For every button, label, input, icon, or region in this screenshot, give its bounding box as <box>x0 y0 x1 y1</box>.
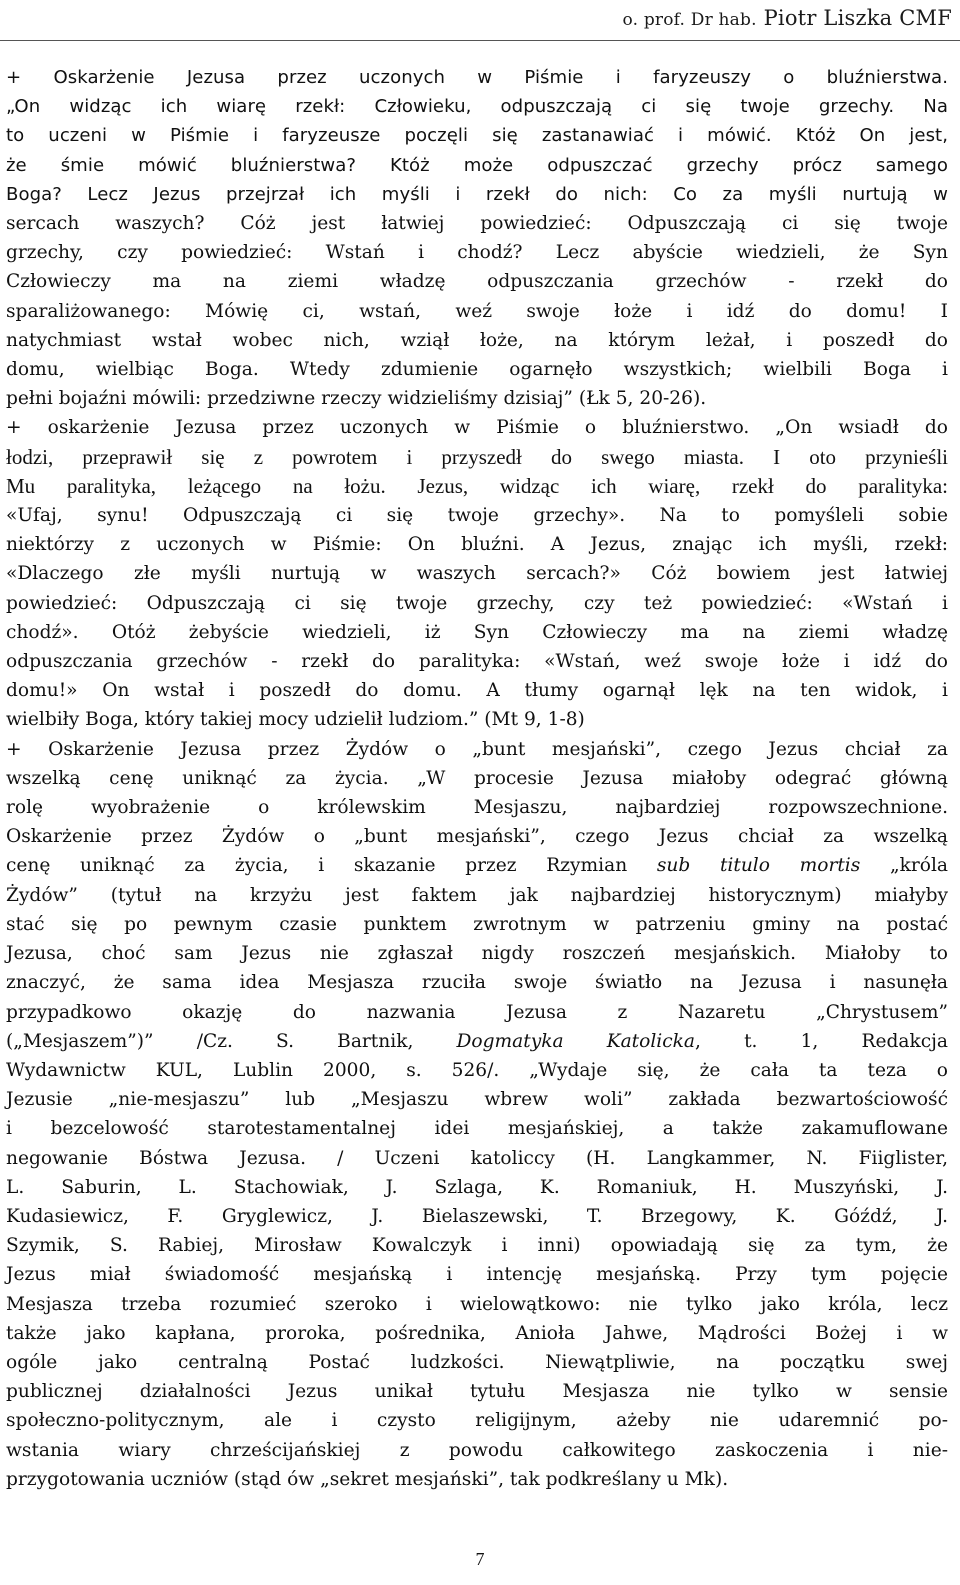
text-segment: Człowieczy ma na ziemi władzę odpuszczania grzechów - rzekł do <box>6 271 948 293</box>
text-line <box>6 151 948 180</box>
text-line <box>6 1406 948 1435</box>
text-line <box>6 180 948 209</box>
text-segment: + Oskarżenie Jezusa przez uczonych w Piśmie i faryzeuszy o bluźnierstwa. <box>6 67 948 88</box>
text-line <box>6 705 948 734</box>
body-text <box>6 63 948 1494</box>
text-line <box>6 793 948 822</box>
text-line <box>6 92 948 121</box>
text-segment: Kudasiewicz, F. Gryglewicz, J. Bielaszewski, T. Brzegowy, K. Góźdź, J. <box>6 1205 948 1227</box>
text-line <box>6 851 948 880</box>
text-line <box>6 1231 948 1260</box>
text-segment: sercach waszych? Cóż jest łatwiej powiedzieć: Odpuszczają ci się twoje <box>6 213 948 235</box>
text-segment: to uczeni w Piśmie i faryzeusze poczęli się zastanawiać i mówić. Któż On jest, <box>6 125 948 147</box>
text-line <box>6 1319 948 1348</box>
text-line <box>6 443 948 472</box>
text-segment: L. Saburin, L. Stachowiak, J. Szlaga, K. Romaniuk, H. Muszyński, J. <box>6 1176 948 1198</box>
text-segment: przypadkowo okazję do nazwania Jezusa z Nazaretu „Chrystusem” <box>6 1001 948 1023</box>
text-line <box>6 530 948 559</box>
text-segment: Jezusie „nie-mesjaszu” lub „Mesjaszu wbrew woli” zakłada bezwartościowość <box>6 1089 948 1111</box>
text-segment: Wydawnictw KUL, Lublin 2000, s. 526/. „Wydaje się, że cała ta teza o <box>6 1059 948 1081</box>
text-segment: Jezusa, choć sam Jezus nie zgłaszał nigdy roszczeń mesjańskich. Miałoby to <box>6 943 948 965</box>
text-line <box>6 267 948 296</box>
text-segment: cenę uniknąć za życia, i skazanie przez Rzymian <box>6 855 657 877</box>
text-line <box>6 735 948 764</box>
text-segment: Oskarżenie przez Żydów o „bunt mesjański”, czego Jezus chciał za wszelką <box>6 826 948 848</box>
text-segment: („Mesjaszem”)” /Cz. S. Bartnik, <box>6 1030 457 1052</box>
header-divider <box>0 40 960 41</box>
text-line <box>6 764 948 793</box>
text-segment: ogóle jako centralną Postać ludzkości. Niewątpliwie, na początku swej <box>6 1351 948 1373</box>
text-line <box>6 1348 948 1377</box>
text-line <box>6 1202 948 1231</box>
text-segment: domu!» On wstał i poszedł do domu. A tłumy ogarnął lęk na ten widok, i <box>6 680 948 702</box>
text-segment: domu, wielbiąc Boga. Wtedy zdumienie ogarnęło wszystkich; wielbili Boga i <box>6 359 948 381</box>
text-segment: negowanie Bóstwa Jezusa. / Uczeni katoliccy (H. Langkammer, N. Fiiglister, <box>6 1147 948 1169</box>
text-line <box>6 881 948 910</box>
text-line <box>6 1085 948 1114</box>
running-header <box>622 6 952 30</box>
text-segment: niektórzy z uczonych w Piśmie: On bluźni. A Jezus, znając ich myśli, rzekł: <box>6 534 948 556</box>
text-line <box>6 1056 948 1085</box>
text-line <box>6 559 948 588</box>
text-line <box>6 501 948 530</box>
text-line <box>6 1260 948 1289</box>
text-segment: znaczyć, że sama idea Mesjasza rzuciła swoje światło na Jezusa i nasunęła <box>6 972 948 994</box>
text-segment: Szymik, S. Rabiej, Mirosław Kowalczyk i inni) opowiadają się za tym, że <box>6 1235 948 1257</box>
text-segment: „On widząc ich wiarę rzekł: Człowieku, odpuszczają ci się twoje grzechy. Na <box>6 96 948 118</box>
text-line <box>6 297 948 326</box>
text-line <box>6 1465 948 1494</box>
text-line <box>6 1377 948 1406</box>
page-number: 7 <box>475 1549 485 1569</box>
author-name: Piotr Liszka CMF <box>763 6 952 30</box>
text-line <box>6 472 948 501</box>
text-line <box>6 589 948 618</box>
text-segment: odpuszczania grzechów - rzekł do paralityka: «Wstań, weź swoje łoże i idź do <box>6 651 948 673</box>
text-line <box>6 968 948 997</box>
text-line <box>6 413 948 442</box>
text-segment: przygotowania uczniów (stąd ów „sekret mesjański”, tak podkreślany u Mk). <box>6 1468 729 1490</box>
text-line <box>6 355 948 384</box>
text-segment: że śmie mówić bluźnierstwa? Któż może odpuszczać grzechy prócz samego <box>6 154 948 176</box>
text-line <box>6 209 948 238</box>
text-segment: stać się po pewnym czasie punktem zwrotnym w patrzeniu gminy na postać <box>6 913 948 935</box>
text-line <box>6 121 948 150</box>
text-line <box>6 998 948 1027</box>
text-line <box>6 647 948 676</box>
text-line <box>6 63 948 92</box>
text-segment: Mu paralityka, leżącego na łożu. Jezus, widząc ich wiarę, rzekł do paralityka: <box>6 473 948 498</box>
text-line <box>6 1027 948 1056</box>
text-line <box>6 910 948 939</box>
text-segment: «Dlaczego złe myśli nurtują w waszych sercach?» Cóż bowiem jest łatwiej <box>6 563 948 585</box>
text-segment: rolę wyobrażenie o królewskim Mesjaszu, najbardziej rozpowszechnione. <box>6 797 948 819</box>
text-segment: społeczno-politycznym, ale i czysto religijnym, ażeby nie udaremnić po- <box>6 1410 948 1432</box>
text-segment: wszelką cenę uniknąć za życia. „W procesie Jezusa miałoby odegrać główną <box>6 767 948 789</box>
text-segment: wielbiły Boga, który takiej mocy udzielił ludziom.” (Mt 9, 1-8) <box>6 709 585 731</box>
text-segment: łodzi, przeprawił się z powrotem i przyszedł do swego miasta. I oto przynieśli <box>6 444 948 469</box>
text-segment: pełni bojaźni mówili: przedziwne rzeczy widzieliśmy dzisiaj” (Łk 5, 20-26). <box>6 388 707 410</box>
text-line <box>6 1144 948 1173</box>
text-line <box>6 384 948 413</box>
text-segment: natychmiast wstał wobec nich, wziął łoże, na którym leżał, i poszedł do <box>6 329 948 351</box>
text-segment: także jako kapłana, proroka, pośrednika, Anioła Jahwe, Mądrości Bożej i w <box>6 1322 948 1344</box>
text-line <box>6 676 948 705</box>
text-segment: wstania wiary chrześcijańskiej z powodu całkowitego zaskoczenia i nie- <box>6 1439 948 1461</box>
text-segment: + oskarżenie Jezusa przez uczonych w Piśmie o bluźnierstwo. „On wsiadł do <box>6 417 948 439</box>
text-segment: publicznej działalności Jezus unikał tytułu Mesjasza nie tylko w sensie <box>6 1381 948 1403</box>
text-segment: , t. 1, Redakcja <box>695 1030 948 1052</box>
text-line <box>6 1173 948 1202</box>
author-title: o. prof. Dr hab. <box>622 10 757 30</box>
text-segment: chodź». Otóż żebyście wiedzieli, iż Syn Człowieczy ma na ziemi władzę <box>6 621 948 643</box>
text-segment: Żydów” (tytuł na krzyżu jest faktem jak najbardziej historycznym) miałyby <box>6 884 948 906</box>
text-segment: Mesjasza trzeba rozumieć szeroko i wielowątkowo: nie tylko jako króla, lecz <box>6 1293 948 1315</box>
text-line <box>6 238 948 267</box>
text-segment: powiedzieć: Odpuszczają ci się twoje grzechy, czy też powiedzieć: «Wstań i <box>6 592 948 614</box>
italic-title: Dogmatyka Katolicka <box>456 1030 696 1052</box>
text-segment: Boga? Lecz Jezus przejrzał ich myśli i rzekł do nich: Co za myśli nurtują w <box>6 183 948 205</box>
text-segment: grzechy, czy powiedzieć: Wstań i chodź? Lecz abyście wiedzieli, że Syn <box>6 242 948 264</box>
italic-title: sub titulo mortis <box>656 855 861 877</box>
text-segment: sparaliżowanego: Mówię ci, wstań, weź swoje łoże i idź do domu! I <box>6 300 948 322</box>
text-segment: «Ufaj, synu! Odpuszczają ci się twoje grzechy». Na to pomyśleli sobie <box>6 505 948 527</box>
text-line <box>6 1114 948 1143</box>
text-line <box>6 618 948 647</box>
text-line <box>6 939 948 968</box>
text-line <box>6 1290 948 1319</box>
text-segment: „króla <box>860 855 948 877</box>
text-line <box>6 326 948 355</box>
text-segment: Jezus miał świadomość mesjańską i intencję mesjańską. Przy tym pojęcie <box>6 1264 948 1286</box>
text-line <box>6 822 948 851</box>
text-line <box>6 1436 948 1465</box>
text-segment: i bezcelowość starotestamentalnej idei mesjańskiej, a także zakamuflowane <box>6 1118 948 1140</box>
text-segment: + Oskarżenie Jezusa przez Żydów o „bunt mesjański”, czego Jezus chciał za <box>6 738 948 760</box>
